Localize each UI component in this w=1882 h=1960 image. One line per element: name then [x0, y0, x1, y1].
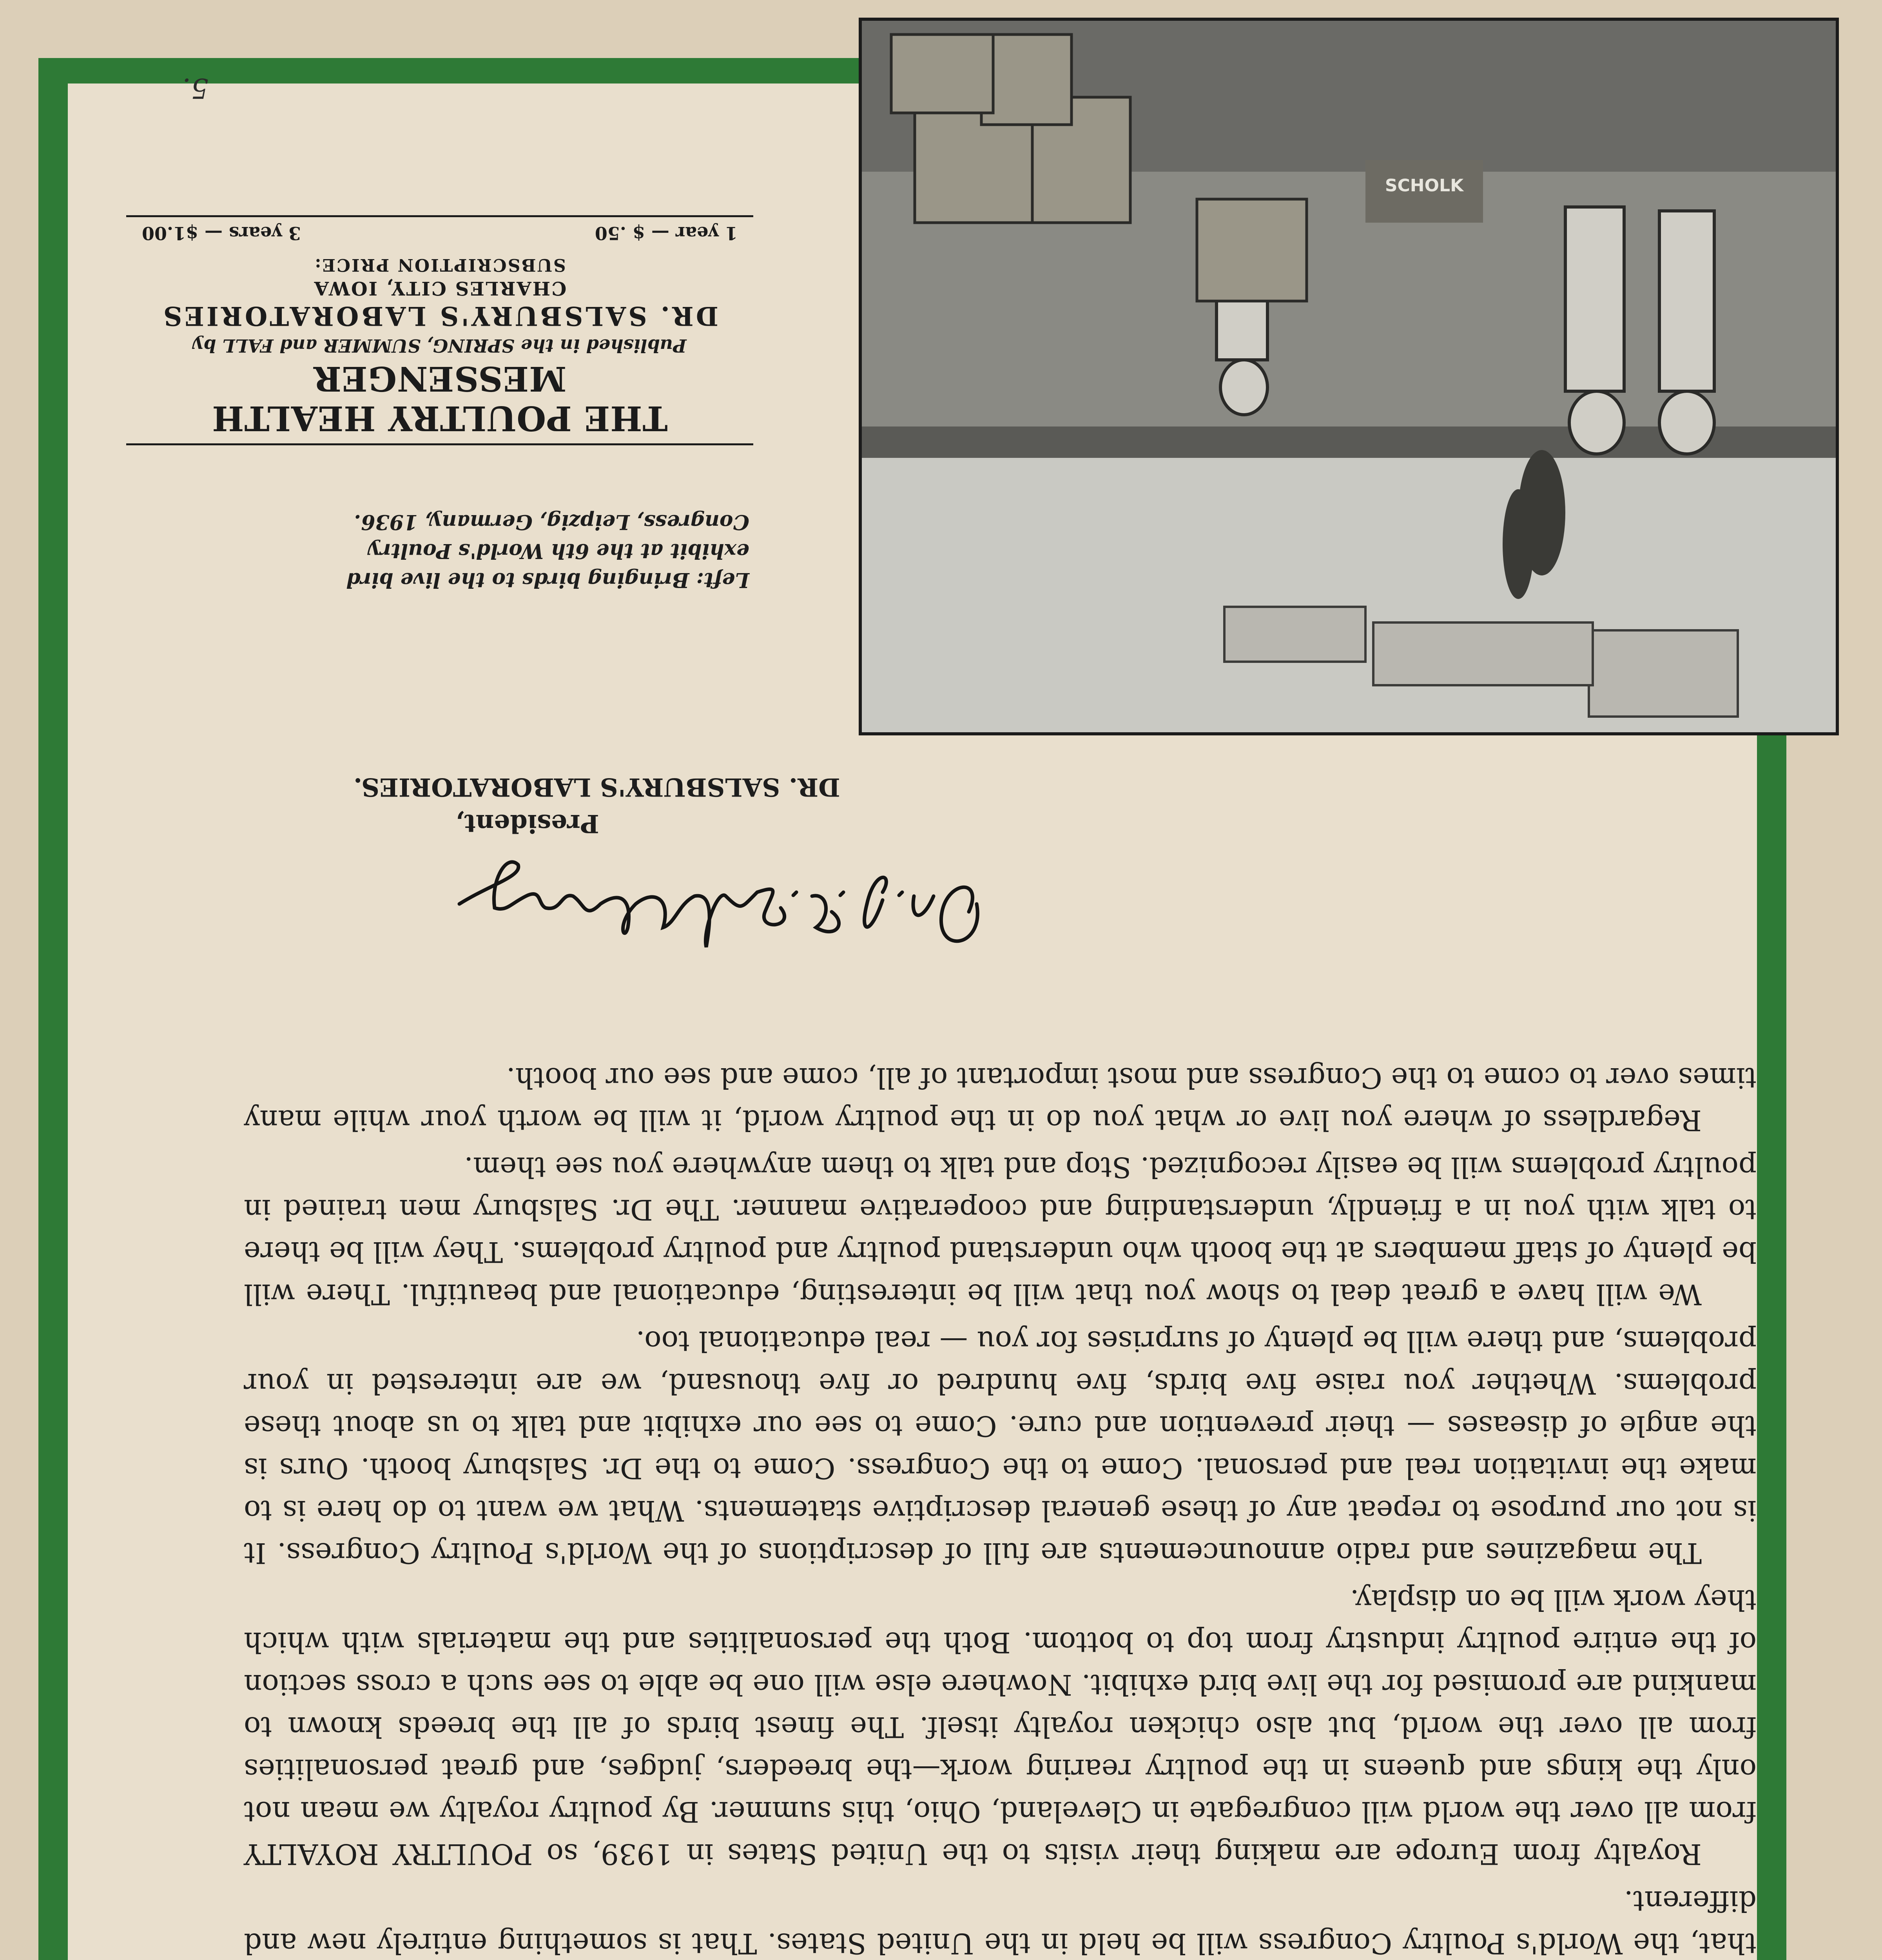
signer-organization: DR. SALSBURY'S LABORATORIES.	[354, 772, 840, 802]
page-number: 5.	[182, 72, 209, 104]
price-three-years: 3 years — $1.00	[142, 223, 301, 244]
signature-block	[354, 768, 1059, 841]
paragraph-text: that, the World's Poultry Congress will be held in the United States. That is something entirely new and different.	[244, 1885, 1757, 1960]
masthead-organization: DR. SALSBURY'S LABORATORIES	[161, 301, 718, 331]
photo-caption: Left: Bringing birds to the live bird exhibit at the 6th World's Poultry Congress, Leipzig, Germany, 1936.	[346, 510, 749, 592]
signer-title: President,	[455, 809, 599, 838]
subscription-prices	[126, 217, 753, 249]
article-paragraph-3: The magazines and radio announcements are full of descriptions of the World's Poultry Congress. It is not our purpose to repeat any of these general descriptive statements. What we want to do here is to make the invitation real and personal. Come to the Congress. Come to the Dr. Salsbury booth. Ours is the angle of diseases — their prevention and cure. Come to see our exhibit and talk to us about these problems. Whether you raise five birds, five hundred or five thousand, we are interested in your problems, and there will be plenty of surprises for you — real educational too.	[244, 1325, 1757, 1570]
publication-masthead	[126, 215, 753, 445]
masthead-title: THE POULTRY HEALTH MESSENGER	[212, 359, 668, 438]
masthead-top-rule	[126, 443, 753, 445]
masthead-publisher-line: Published in the SPRING, SUMMER and FALL by	[193, 335, 687, 356]
article-paragraph-2: Royalty from Europe are making their visits to the United States in 1939, so POULTRY ROYALTY from all over the world will congregate in Cleveland, Ohio, this summer. By poultry royalty we mean not only the kings and queens in the poultry rearing work—the breeders, judges, and great personalities from all over the world, but also chicken royalty itself. The finest birds of all the breeds known to mankind are promised for the live bird exhibit. Nowhere else will one be able to see such a cross section of the entire poultry industry from top to bottom. Both the personalities and the materials with which they work will be on display.	[244, 1584, 1757, 1871]
article-paragraph-4: We will have a great deal to show you that will be interesting, educational and beautiful. There will be plenty of staff members at the booth who understand poultry and poultry problems. They will be there to talk with you in a friendly, understanding and cooperative manner. The Dr. Salsbury men trained in poultry problems will be easily recognized. Stop and talk to them anywhere you see them.	[244, 1151, 1757, 1311]
price-one-year: 1 year — $ .50	[595, 223, 738, 244]
article-paragraph-1	[244, 1880, 1757, 1960]
masthead-bottom-rule	[126, 215, 753, 217]
article-body	[244, 1052, 1757, 1960]
handwritten-signature	[412, 853, 1000, 971]
masthead-city: CHARLES CITY, IOWA	[313, 277, 567, 299]
article-paragraph-5: Regardless of where you live or what you do in the poultry world, it will be worth your while many times over to come to the Congress and most important of all, come and see our booth.	[244, 1062, 1757, 1137]
subscription-label: SUBSCRIPTION PRICE:	[314, 255, 566, 275]
photo-sign-text: SCHOLK	[1385, 176, 1464, 196]
poultry-congress-photo	[859, 18, 1839, 735]
